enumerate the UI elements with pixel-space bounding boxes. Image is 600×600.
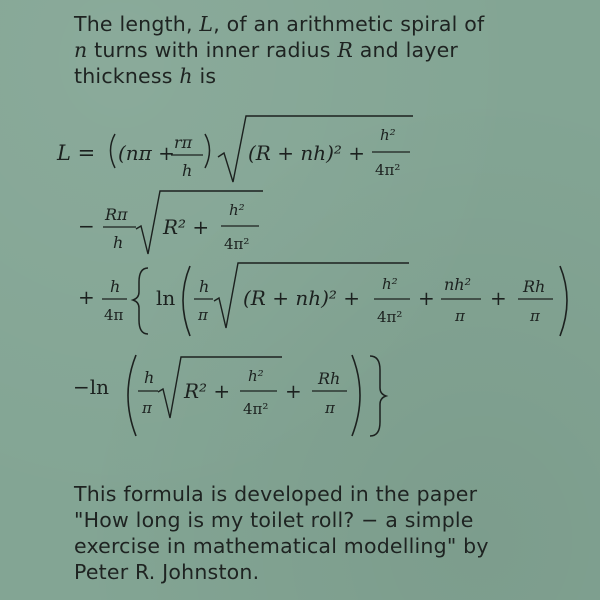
fraction-denominator: π [198,306,208,324]
big-paren-close [352,355,360,436]
fraction-denominator: 4π [104,306,124,324]
fraction-denominator: π [530,307,540,325]
outro-line-4: Peter R. Johnston. [74,560,260,584]
fraction-numerator: h² [248,367,264,385]
outro-line-3: exercise in mathematical modelling" by [74,534,489,558]
fraction-denominator: π [325,399,335,417]
outro-line-1: This formula is developed in the paper [74,482,478,506]
neg-ln-operator: −ln [73,375,110,399]
fraction-denominator: π [455,307,465,325]
fraction-numerator: rπ [174,133,193,152]
fraction-numerator: h² [382,275,398,293]
big-paren-close [560,266,567,336]
fraction-numerator: Rh [523,277,546,296]
fraction-numerator: h [199,277,210,296]
formula-sign: + [285,379,302,403]
formula-sign: + [78,285,95,309]
fraction-denominator: π [142,399,152,417]
formula-term: R² + [184,379,231,403]
outro-paragraph [74,481,574,585]
formula-lhs: L = [57,141,96,165]
formula-sign: − [78,214,95,238]
fraction-numerator: Rh [318,369,341,388]
fraction-denominator: h [113,233,124,252]
formula-term: (R + nh)² + [248,141,366,165]
brace-open [133,268,148,334]
intro-text: , of an arithmetic spiral of [213,12,485,36]
variable-L: L [199,12,214,36]
formula-line-3 [78,263,567,336]
fraction-denominator: 4π² [243,400,269,418]
outro-line-2: "How long is my toilet roll? − a simple [74,508,474,532]
formula-term: R² + [163,215,210,239]
fraction-numerator: h² [380,126,396,144]
formula-line-4 [73,355,386,436]
formula-line-2 [78,191,263,254]
formula-term: (nπ + [118,141,175,165]
intro-text: and layer [353,38,459,62]
fraction-denominator: 4π² [224,235,250,253]
fraction-numerator: h² [229,201,245,219]
fraction-numerator: h [144,368,155,387]
formula-term: (R + nh)² + [243,286,361,310]
ln-operator: ln [156,286,176,310]
paren-open [111,134,116,168]
big-paren-open [128,355,136,436]
fraction-numerator: h [110,277,121,296]
fraction-denominator: 4π² [377,308,403,326]
intro-text: turns with inner radius [87,38,338,62]
intro-text: The length, [74,12,200,36]
fraction-denominator: h [182,161,193,180]
formula-sign: + [490,286,507,310]
fraction-denominator: 4π² [375,161,401,179]
paren-close [205,134,210,168]
variable-n: n [74,38,88,62]
formula-sign: + [418,286,435,310]
fraction-numerator: Rπ [105,205,128,224]
intro-text: thickness [74,64,180,88]
formula-line-1 [56,116,413,182]
variable-h: h [179,64,193,88]
variable-R: R [337,38,353,62]
brace-close [370,356,386,436]
big-paren-open [183,266,190,336]
fraction-numerator: nh² [444,275,472,294]
intro-text: is [192,64,217,88]
